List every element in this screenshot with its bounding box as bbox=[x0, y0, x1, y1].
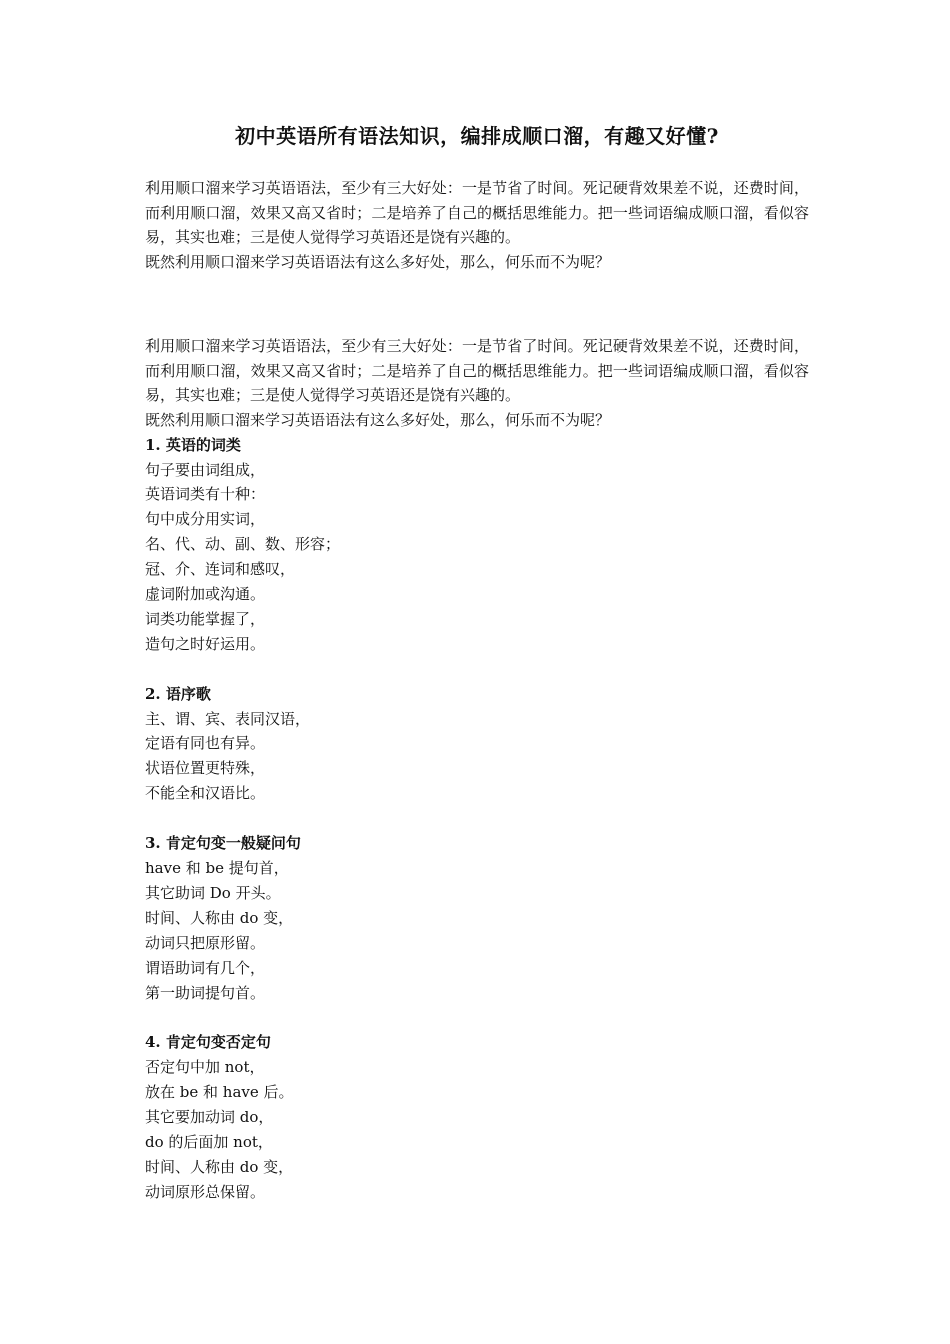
intro-paragraph: 利用顺口溜来学习英语语法，至少有三大好处：一是节省了时间。死记硬背效果差不说，还费时间，而利用顺口溜，效果又高又省时；二是培养了自己的概括思维能力。把一些词语编成顺口溜，看似容易，其实也难；三是使人觉得学习英语还是饶有兴趣的。 bbox=[145, 179, 809, 247]
intro-paragraph: 利用顺口溜来学习英语语法，至少有三大好处：一是节省了时间。死记硬背效果差不说，还费时间，而利用顺口溜，效果又高又省时；二是培养了自己的概括思维能力。把一些词语编成顺口溜，看似容易，其实也难；三是使人觉得学习英语还是饶有兴趣的。 bbox=[145, 336, 809, 405]
section-heading: 1. 英语的词类 bbox=[145, 435, 241, 454]
spacer bbox=[145, 275, 809, 334]
verse-line: 时间、人称由 do 变， bbox=[145, 908, 294, 927]
verse-line: 冠、介、连词和感叹， bbox=[145, 560, 296, 579]
document-page bbox=[145, 122, 809, 1205]
verse-line: 谓语助词有几个， bbox=[145, 958, 266, 977]
verse-line: 英语词类有十种： bbox=[145, 485, 266, 504]
section-general-question bbox=[145, 831, 809, 1005]
verse-line: 名、代、动、副、数、形容； bbox=[145, 535, 341, 554]
blank-line bbox=[145, 657, 809, 682]
verse-line: 主、谓、宾、表同汉语， bbox=[145, 709, 311, 728]
section-word-classes bbox=[145, 433, 809, 657]
verse-line: 句中成分用实词， bbox=[145, 510, 266, 529]
verse-line: 词类功能掌握了， bbox=[145, 609, 266, 628]
verse-line: 不能全和汉语比。 bbox=[145, 784, 266, 803]
section-word-order bbox=[145, 682, 809, 807]
verse-line: do 的后面加 not， bbox=[145, 1132, 273, 1151]
verse-line: 放在 be 和 have 后。 bbox=[145, 1083, 294, 1102]
section-heading: 3. 肯定句变一般疑问句 bbox=[145, 834, 301, 853]
intro-paragraph: 既然利用顺口溜来学习英语语法有这么多好处，那么，何乐而不为呢？ bbox=[145, 253, 611, 272]
verse-line: 造句之时好运用。 bbox=[145, 634, 266, 653]
verse-line: 第一助词提句首。 bbox=[145, 983, 266, 1002]
verse-line: 定语有同也有异。 bbox=[145, 734, 266, 753]
section-negative-sentence bbox=[145, 1030, 809, 1204]
verse-line: 状语位置更特殊， bbox=[145, 759, 266, 778]
verse-line: 虚词附加或沟通。 bbox=[145, 585, 266, 604]
verse-line: have 和 be 提句首， bbox=[145, 859, 289, 877]
section-heading: 2. 语序歌 bbox=[145, 684, 211, 703]
verse-line: 其它要加动词 do， bbox=[145, 1108, 274, 1127]
page-title: 初中英语所有语法知识，编排成顺口溜，有趣又好懂? bbox=[235, 124, 719, 148]
verse-line: 动词只把原形留。 bbox=[145, 933, 266, 952]
verse-line: 否定句中加 not， bbox=[145, 1058, 265, 1077]
verse-line: 动词原形总保留。 bbox=[145, 1182, 266, 1201]
verse-line: 时间、人称由 do 变， bbox=[145, 1157, 294, 1176]
verse-line: 句子要由词组成， bbox=[145, 460, 266, 479]
verse-line: 其它助词 Do 开头。 bbox=[145, 883, 281, 902]
blank-line bbox=[145, 806, 809, 831]
blank-line bbox=[145, 1005, 809, 1030]
section-heading: 4. 肯定句变否定句 bbox=[145, 1033, 271, 1052]
intro-paragraph: 既然利用顺口溜来学习英语语法有这么多好处，那么，何乐而不为呢？ bbox=[145, 410, 611, 429]
